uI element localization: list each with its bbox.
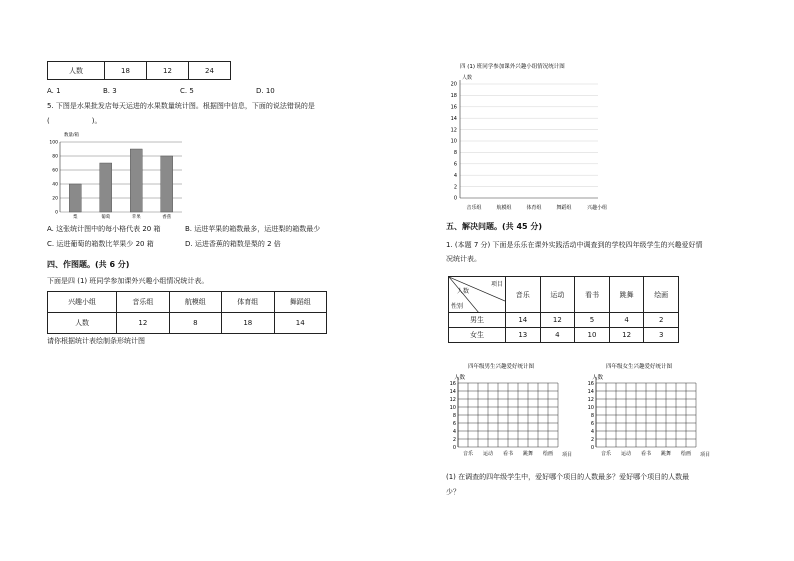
fruit-bar — [69, 184, 81, 212]
hobby-corner — [449, 277, 506, 313]
blank-chart-xlabel: 兴趣小组 — [587, 205, 608, 211]
y-tick-label: 100 — [49, 140, 58, 146]
hobby-value: 4 — [540, 328, 575, 343]
interest-row-label: 人数 — [48, 313, 117, 334]
x-tick-label: 看书 — [502, 451, 514, 457]
hobby-value: 10 — [575, 328, 610, 343]
interest-header: 兴趣小组 — [48, 292, 117, 313]
y-tick-label: 14 — [587, 388, 594, 395]
x-tick-label: 香蕉 — [162, 215, 172, 220]
x-tick-label: 葡萄 — [101, 215, 111, 220]
q5-option: C. 运进葡萄的箱数比苹果少 20 箱 — [47, 240, 154, 248]
y-tick-label: 6 — [452, 420, 456, 427]
hobby-value: 12 — [609, 328, 644, 343]
hobby-value: 14 — [506, 313, 541, 328]
q5-option: A. 这张统计图中的每小格代表 20 箱 — [47, 225, 161, 233]
q5-paren: ( )。 — [47, 117, 102, 125]
section4-title: 四、作图题。(共 6 分) — [47, 260, 130, 269]
grid-chart-ylabel: 人数 — [454, 375, 466, 381]
y-tick-label: 4 — [453, 172, 457, 179]
hobby-value: 4 — [609, 313, 644, 328]
section4-instruction: 请你根据统计表绘制条形统计图 — [47, 337, 145, 345]
x-tick-label: 运动 — [482, 451, 494, 457]
q4-option: A. 1 — [47, 87, 61, 95]
q4-table-value: 24 — [189, 62, 231, 80]
y-tick-label: 12 — [450, 127, 457, 134]
fruit-chart-ylabel: 数量/箱 — [64, 133, 80, 138]
y-tick-label: 6 — [590, 420, 594, 427]
hobby-value: 5 — [575, 313, 610, 328]
q5-question: 5. 下图是水果批发店每天运进的水果数量统计图。根据图中信息，下面的说法错误的是 — [47, 102, 315, 110]
y-tick-label: 14 — [449, 388, 456, 395]
interest-header: 航模组 — [169, 292, 221, 313]
corner-bottom: 性别 — [451, 303, 464, 310]
q4-option: C. 5 — [180, 87, 194, 95]
y-tick-label: 2 — [452, 436, 456, 443]
y-tick-label: 8 — [452, 412, 456, 419]
interest-value: 12 — [117, 313, 169, 334]
interest-value: 14 — [274, 313, 327, 334]
sub-question-line2: 少？ — [446, 488, 460, 496]
q5-option: D. 运进香蕉的箱数是梨的 2 倍 — [185, 240, 281, 248]
y-tick-label: 16 — [450, 104, 457, 111]
x-tick-label: 体育组 — [526, 205, 542, 211]
grid-chart-xlabel: 项目 — [700, 452, 711, 458]
q5-option: B. 运进苹果的箱数最多，运进梨的箱数最少 — [185, 225, 321, 233]
hobby-row-label: 男生 — [449, 313, 506, 328]
y-tick-label: 60 — [52, 168, 58, 174]
corner-top: 项目 — [490, 281, 503, 288]
q4-option: D. 10 — [256, 87, 275, 95]
y-tick-label: 0 — [590, 444, 594, 451]
y-tick-label: 80 — [52, 154, 58, 160]
y-tick-label: 2 — [590, 436, 594, 443]
y-tick-label: 20 — [450, 81, 457, 88]
interest-table — [47, 291, 327, 334]
hobby-table — [448, 276, 679, 342]
x-tick-label: 跳舞 — [660, 451, 672, 457]
section5-title: 五、解决问题。(共 45 分) — [446, 222, 543, 231]
fruit-bar — [161, 156, 173, 212]
blank-chart-title: 四 (1) 班同学参加课外兴趣小组情况统计图 — [460, 64, 565, 70]
hobby-value: 3 — [644, 328, 679, 343]
fruit-chart — [40, 130, 190, 220]
y-tick-label: 12 — [587, 396, 594, 403]
section4-intro: 下面是四 (1) 班同学参加课外兴趣小组情况统计表。 — [47, 277, 209, 285]
y-tick-label: 12 — [449, 396, 456, 403]
y-tick-label: 2 — [453, 184, 457, 191]
grid-chart-title: 四年级女生兴趣爱好统计图 — [606, 364, 673, 370]
q4-table-value: 12 — [147, 62, 189, 80]
y-tick-label: 0 — [453, 195, 457, 202]
y-tick-label: 10 — [450, 138, 457, 145]
y-tick-label: 8 — [453, 150, 457, 157]
hobby-value: 2 — [644, 313, 679, 328]
x-tick-label: 运动 — [620, 451, 632, 457]
x-tick-label: 绘画 — [542, 451, 554, 457]
boys-grid-chart — [440, 360, 580, 460]
fruit-bar — [100, 163, 112, 212]
q4-table-value: 18 — [105, 62, 147, 80]
section5-q1-line1: 1. (本题 7 分) 下面是乐乐在课外实践活动中调查到的学校四年级学生的兴趣爱好情 — [446, 241, 703, 249]
grid-chart-ylabel: 人数 — [592, 375, 604, 381]
x-tick-label: 音乐 — [600, 451, 612, 457]
hobby-row-label: 女生 — [449, 328, 506, 343]
x-tick-label: 舞蹈组 — [556, 205, 572, 211]
fruit-bar — [130, 149, 142, 212]
y-tick-label: 10 — [449, 404, 456, 411]
y-tick-label: 18 — [450, 93, 457, 100]
x-tick-label: 看书 — [640, 451, 652, 457]
x-tick-label: 苹果 — [131, 215, 141, 220]
grid-chart-xlabel: 项目 — [562, 452, 573, 458]
y-tick-label: 8 — [590, 412, 594, 419]
y-tick-label: 6 — [453, 161, 457, 168]
q4-table — [47, 61, 231, 80]
x-tick-label: 绘画 — [680, 451, 692, 457]
interest-header: 体育组 — [222, 292, 274, 313]
y-tick-label: 4 — [590, 428, 594, 435]
y-tick-label: 10 — [587, 404, 594, 411]
hobby-header: 运动 — [540, 277, 575, 313]
sub-question-line1: (1) 在调查的四年级学生中，爱好哪个项目的人数最多？爱好哪个项目的人数最 — [446, 473, 690, 481]
x-tick-label: 音乐组 — [466, 205, 482, 211]
y-tick-label: 40 — [52, 182, 58, 188]
interest-header: 音乐组 — [117, 292, 169, 313]
y-tick-label: 0 — [452, 444, 456, 451]
hobby-header: 跳舞 — [609, 277, 644, 313]
girls-grid-chart — [578, 360, 718, 460]
blank-bar-chart — [444, 58, 624, 218]
grid-chart-title: 四年级男生兴趣爱好统计图 — [468, 364, 535, 370]
hobby-header: 音乐 — [506, 277, 541, 313]
y-tick-label: 0 — [55, 210, 58, 216]
x-tick-label: 音乐 — [462, 451, 474, 457]
x-tick-label: 跳舞 — [522, 451, 534, 457]
section5-q1-line2: 况统计表。 — [446, 255, 481, 263]
hobby-header: 绘画 — [644, 277, 679, 313]
interest-value: 18 — [222, 313, 274, 334]
q4-table-label: 人数 — [48, 62, 105, 80]
interest-header: 舞蹈组 — [274, 292, 327, 313]
interest-value: 8 — [169, 313, 221, 334]
x-tick-label: 梨 — [73, 215, 78, 220]
x-tick-label: 航模组 — [496, 205, 512, 211]
hobby-value: 12 — [540, 313, 575, 328]
hobby-value: 13 — [506, 328, 541, 343]
y-tick-label: 20 — [52, 196, 58, 202]
y-tick-label: 16 — [449, 380, 456, 387]
y-tick-label: 14 — [450, 115, 457, 122]
y-tick-label: 4 — [452, 428, 456, 435]
q4-option: B. 3 — [103, 87, 117, 95]
y-tick-label: 16 — [587, 380, 594, 387]
hobby-header: 看书 — [575, 277, 610, 313]
corner-mid: 人数 — [457, 288, 470, 295]
blank-chart-ylabel: 人数 — [462, 75, 473, 81]
